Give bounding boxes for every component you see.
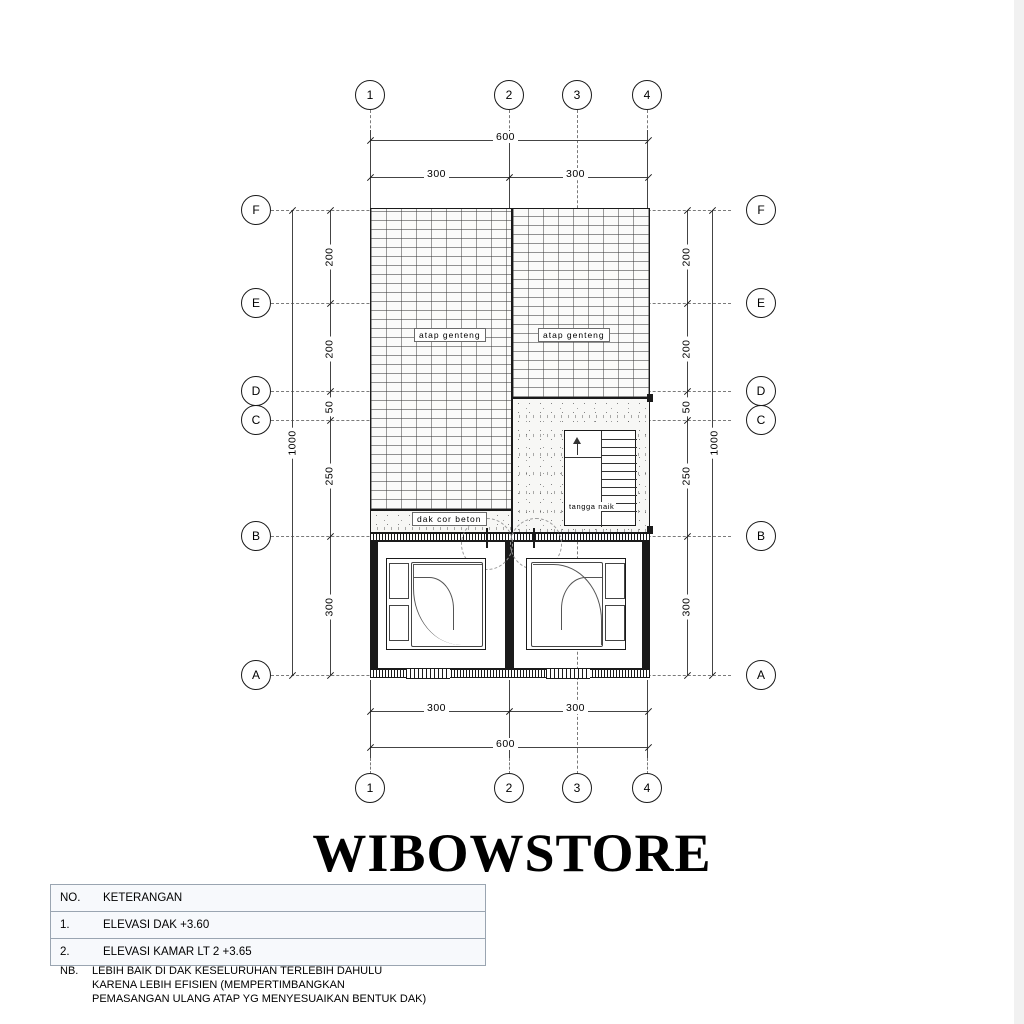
dim-text-right-seg-5: 300 [681, 594, 693, 619]
dim-text-left-seg-3: 50 [323, 398, 335, 417]
grid-label: 4 [643, 781, 651, 795]
legend-row-2-no: 2. [60, 946, 70, 958]
column-mark-right-upper [647, 394, 653, 402]
stair-step [601, 495, 637, 496]
dim-text-left-seg-1: 200 [324, 244, 336, 269]
grid-line-1-bottom [370, 758, 371, 774]
grid-line-2-bottom [509, 758, 510, 774]
door-leaf-left [486, 528, 488, 548]
dim-text-right-seg-1: 200 [681, 244, 693, 269]
stair-step [601, 455, 637, 456]
grid-bubble-bottom-2 [494, 773, 524, 803]
grid-bubble-bottom-4 [632, 773, 662, 803]
grid-bubble-right-C [746, 405, 776, 435]
dim-text-left-seg-5: 300 [324, 594, 336, 619]
pillow [605, 563, 625, 599]
dim-text-right-seg-4: 250 [681, 463, 693, 488]
note-line-1: LEBIH BAIK DI DAK KESELURUHAN TERLEBIH DAHULU [92, 965, 383, 977]
grid-label: C [756, 413, 766, 427]
dim-text-left-seg-2: 200 [324, 336, 336, 361]
grid-bubble-right-D [746, 376, 776, 406]
legend-header-row [51, 885, 485, 912]
grid-label: B [756, 529, 765, 543]
window-bedroom-left [406, 668, 450, 679]
grid-bubble-left-A [241, 660, 271, 690]
grid-bubble-right-A [746, 660, 776, 690]
stair-landing-line [565, 457, 601, 458]
grid-label: 4 [643, 88, 651, 102]
grid-bubble-left-E [241, 288, 271, 318]
page-title: WIBOWSTORE [312, 823, 712, 883]
dim-text-right-overall: 1000 [709, 427, 721, 458]
dim-text-bottom-seg-1: 300 [424, 702, 449, 714]
bed-left [386, 558, 486, 650]
note-line-3: PEMASANGAN ULANG ATAP YG MENYESUAIKAN BENTUK DAK) [92, 993, 427, 1005]
wall-bedroom-right-outer [643, 540, 650, 675]
grid-label: E [756, 296, 765, 310]
note-line-2: KARENA LEBIH EFISIEN (MEMPERTIMBANGKAN [92, 979, 345, 991]
stair-step [601, 463, 637, 464]
grid-label: B [251, 529, 260, 543]
grid-line-4-bottom [647, 758, 648, 774]
grid-bubble-top-1 [355, 80, 385, 110]
grid-label: C [251, 413, 261, 427]
bed-right [526, 558, 626, 650]
stair-step [601, 487, 637, 488]
pillow [389, 563, 409, 599]
dim-text-bottom-overall: 600 [493, 738, 518, 750]
dim-text-top-overall: 600 [493, 131, 518, 143]
grid-label: F [757, 203, 765, 217]
grid-bubble-left-F [241, 195, 271, 225]
grid-label: 3 [573, 88, 581, 102]
grid-label: 3 [573, 781, 581, 795]
legend-row-1-no: 1. [60, 919, 70, 931]
dim-text-right-seg-3: 50 [680, 398, 692, 417]
note-block [50, 964, 570, 1006]
legend-row-1-text: ELEVASI DAK +3.60 [103, 919, 210, 931]
grid-label: 2 [505, 781, 513, 795]
note-tag: NB. [60, 965, 79, 977]
legend-table [50, 884, 486, 966]
grid-bubble-left-D [241, 376, 271, 406]
grid-label: 1 [366, 88, 374, 102]
grid-label: F [252, 203, 260, 217]
door-leaf-right [533, 528, 535, 548]
legend-row-2-text: ELEVASI KAMAR LT 2 +3.65 [103, 946, 252, 958]
dim-text-top-seg-2: 300 [563, 168, 588, 180]
grid-line-3-bottom [577, 750, 578, 774]
grid-bubble-left-B [241, 521, 271, 551]
stair-step [601, 511, 637, 512]
grid-label: 2 [505, 88, 513, 102]
wall-bedroom-left-outer [370, 540, 377, 675]
pillow [389, 605, 409, 641]
grid-bubble-right-F [746, 195, 776, 225]
grid-label: E [251, 296, 260, 310]
grid-bubble-bottom-1 [355, 773, 385, 803]
label-roof-right: atap genteng [538, 328, 610, 342]
dim-text-top-seg-1: 300 [424, 168, 449, 180]
grid-bubble-right-E [746, 288, 776, 318]
stair-step [601, 479, 637, 480]
dim-text-left-overall: 1000 [287, 427, 299, 458]
dim-text-bottom-seg-2: 300 [563, 702, 588, 714]
dim-text-right-seg-2: 200 [681, 336, 693, 361]
grid-bubble-top-4 [632, 80, 662, 110]
legend-row-2 [51, 939, 485, 965]
label-stair: tangga naik [569, 502, 615, 511]
grid-bubble-right-B [746, 521, 776, 551]
floor-plan [366, 208, 654, 680]
dim-text-left-seg-4: 250 [324, 463, 336, 488]
grid-bubble-bottom-3 [562, 773, 592, 803]
dim-extension-line [370, 130, 371, 210]
grid-bubble-top-3 [562, 80, 592, 110]
grid-label: D [251, 384, 261, 398]
grid-bubble-left-C [241, 405, 271, 435]
window-bedroom-right [546, 668, 590, 679]
legend-header-keterangan: KETERANGAN [103, 892, 183, 904]
grid-label: A [756, 668, 765, 682]
label-roof-left: atap genteng [414, 328, 486, 342]
pillow [605, 605, 625, 641]
stair-up-arrow-stem [577, 443, 578, 455]
staircase [564, 430, 636, 526]
grid-bubble-top-2 [494, 80, 524, 110]
grid-label: D [756, 384, 766, 398]
legend-row-1 [51, 912, 485, 939]
stair-step [601, 439, 637, 440]
grid-label: A [251, 668, 260, 682]
label-concrete-slab: dak cor beton [412, 512, 487, 526]
legend-header-no: NO. [60, 892, 81, 904]
stair-step [601, 447, 637, 448]
stair-step [601, 471, 637, 472]
grid-label: 1 [366, 781, 374, 795]
